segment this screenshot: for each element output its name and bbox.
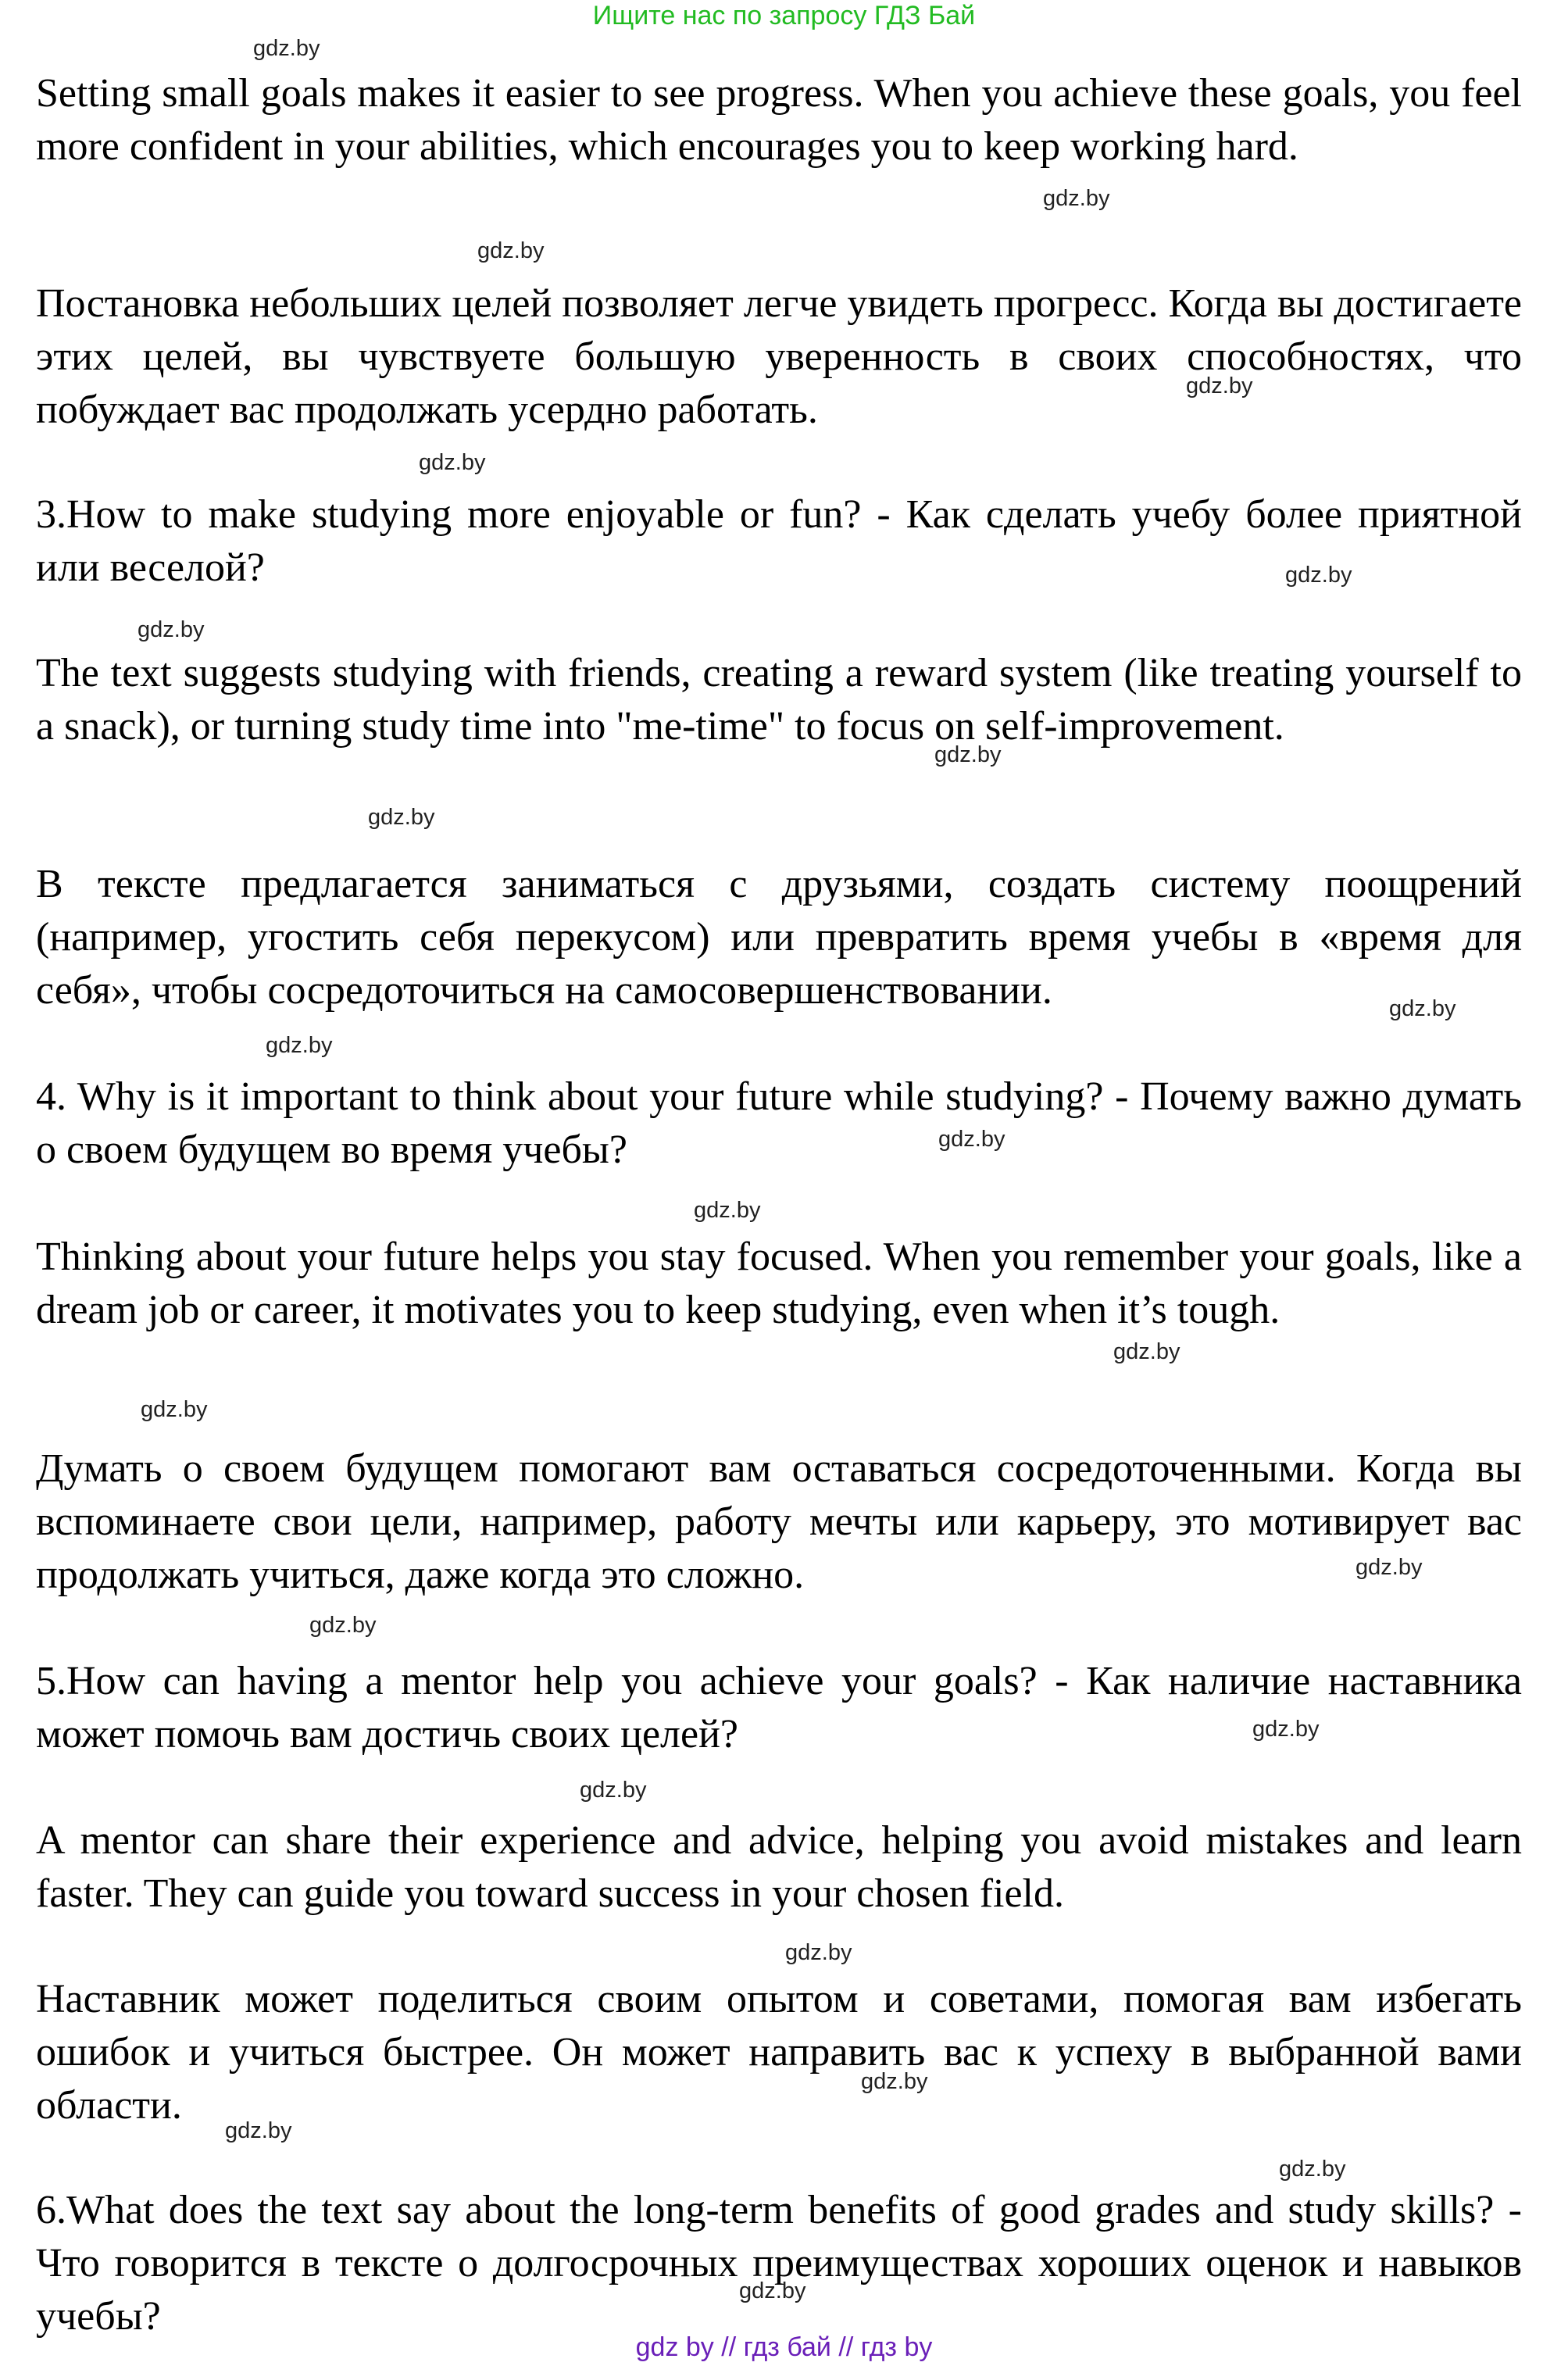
watermark: gdz.by [1389,996,1456,1021]
search-hint-header: Ищите нас по запросу ГДЗ Бай [592,1,976,30]
watermark: gdz.by [1355,1555,1423,1580]
watermark: gdz.by [141,1397,208,1422]
footer-links: gdz by // гдз бай // гдз by [635,2332,933,2362]
watermark: gdz.by [739,2278,806,2303]
watermark: gdz.by [138,617,205,642]
paragraph-mentor-ru: Наставник может поделиться своим опытом и советами, помогая вам избегать ошибок и учиться быстрее. Он может направить вас к успеху в выбранной вами области. [36,1977,1522,2128]
watermark: gdz.by [477,238,545,263]
paragraph-goals-en: Setting small goals makes it easier to see progress. When you achieve these goals, you feel more confident in your abilities, which encourages you to keep working hard. [36,71,1522,169]
watermark: gdz.by [694,1198,761,1223]
question-6: 6.What does the text say about the long-term benefits of good grades and study skills? - Что говорится в тексте о долгосрочных преимуществах хороших оценок и навыков учебы? [36,2188,1522,2339]
watermark: gdz.by [1186,373,1253,398]
watermark: gdz.by [1285,563,1352,588]
paragraph-fun-en: The text suggests studying with friends, creating a reward system (like treating yourself to a snack), or turning study time into "me-time" to focus on self-improvement. [36,651,1522,749]
watermark: gdz.by [1043,186,1110,211]
watermark: gdz.by [253,36,320,61]
watermark: gdz.by [861,2069,928,2094]
watermark: gdz.by [1252,1717,1320,1742]
watermark: gdz.by [266,1033,333,1058]
paragraph-future-ru: Думать о своем будущем помогают вам оставаться сосредоточенными. Когда вы вспоминаете свои цели, например, работу мечты или карьеру, это мотивирует вас продолжать учиться, даже когда это сложно. [36,1446,1522,1597]
watermark: gdz.by [1279,2157,1346,2182]
watermark: gdz.by [309,1613,377,1638]
watermark: gdz.by [225,2118,292,2143]
question-4: 4. Why is it important to think about your future while studying? - Почему важно думать о своем будущем во время учебы? [36,1074,1522,1172]
watermark: gdz.by [938,1127,1005,1152]
paragraph-goals-ru: Постановка небольших целей позволяет легче увидеть прогресс. Когда вы достигаете этих целей, вы чувствуете большую уверенность в своих способностях, что побуждает вас продолжать усердно работать. [36,281,1523,432]
watermark: gdz.by [580,1778,647,1803]
paragraph-fun-ru: В тексте предлагается заниматься с друзьями, создать систему поощрений (например, угостить себя перекусом) или превратить время учебы в «время для себя», чтобы сосредоточиться на самосовершенствовании. [36,862,1522,1013]
watermark: gdz.by [934,742,1002,767]
question-5: 5.How can having a mentor help you achieve your goals? - Как наличие наставника может помочь вам достичь своих целей? [36,1659,1522,1757]
watermark: gdz.by [1113,1339,1180,1364]
watermark: gdz.by [785,1940,852,1965]
paragraph-mentor-en: A mentor can share their experience and advice, helping you avoid mistakes and learn faster. They can guide you toward success in your chosen field. [36,1818,1522,1916]
paragraph-future-en: Thinking about your future helps you stay focused. When you remember your goals, like a dream job or career, it motivates you to keep studying, even when it’s tough. [36,1235,1522,1332]
question-3: 3.How to make studying more enjoyable or fun? - Как сделать учебу более приятной или веселой? [36,492,1522,590]
watermark: gdz.by [368,805,435,830]
watermark: gdz.by [419,450,486,475]
